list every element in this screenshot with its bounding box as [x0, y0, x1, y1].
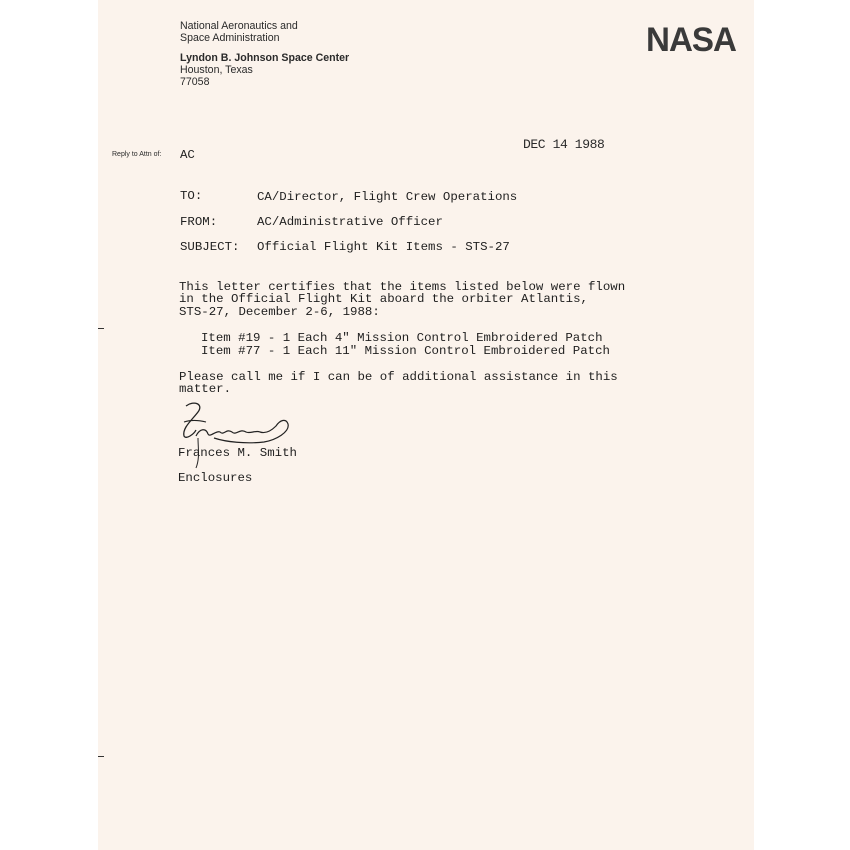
nasa-logo-text: NASA: [646, 21, 737, 56]
agency-name-line1: National Aeronautics and: [180, 20, 298, 32]
letter-date: DEC 14 1988: [523, 137, 605, 152]
closing-line: Please call me if I can be of additional assistance in this: [179, 370, 618, 384]
body-line: STS-27, December 2-6, 1988:: [179, 305, 380, 319]
center-zip: 77058: [180, 76, 210, 88]
signer-name: Frances M. Smith: [178, 446, 297, 460]
center-city: Houston, Texas: [180, 64, 253, 76]
agency-name-line2: Space Administration: [180, 32, 280, 44]
center-name: Lyndon B. Johnson Space Center: [180, 52, 350, 64]
subject-label: SUBJECT:: [180, 240, 240, 254]
margin-mark: [98, 756, 104, 757]
reply-label: Reply to Attn of:: [112, 151, 162, 158]
item-line: Item #77 - 1 Each 11" Mission Control Embroidered Patch: [201, 344, 610, 358]
to-value: CA/Director, Flight Crew Operations: [257, 190, 518, 204]
nasa-logo-icon: [646, 20, 738, 56]
enclosures-label: Enclosures: [178, 471, 253, 485]
from-value: AC/Administrative Officer: [257, 215, 443, 229]
reply-value: AC: [180, 148, 195, 162]
closing-line: matter.: [179, 382, 232, 396]
item-line: Item #19 - 1 Each 4" Mission Control Embroidered Patch: [201, 331, 603, 345]
subject-value: Official Flight Kit Items - STS-27: [257, 240, 510, 254]
body-line: This letter certifies that the items listed below were flown: [179, 280, 626, 294]
from-label: FROM:: [180, 215, 218, 229]
margin-mark: [98, 328, 104, 329]
to-label: TO:: [180, 189, 203, 203]
body-line: in the Official Flight Kit aboard the orbiter Atlantis,: [179, 292, 588, 306]
